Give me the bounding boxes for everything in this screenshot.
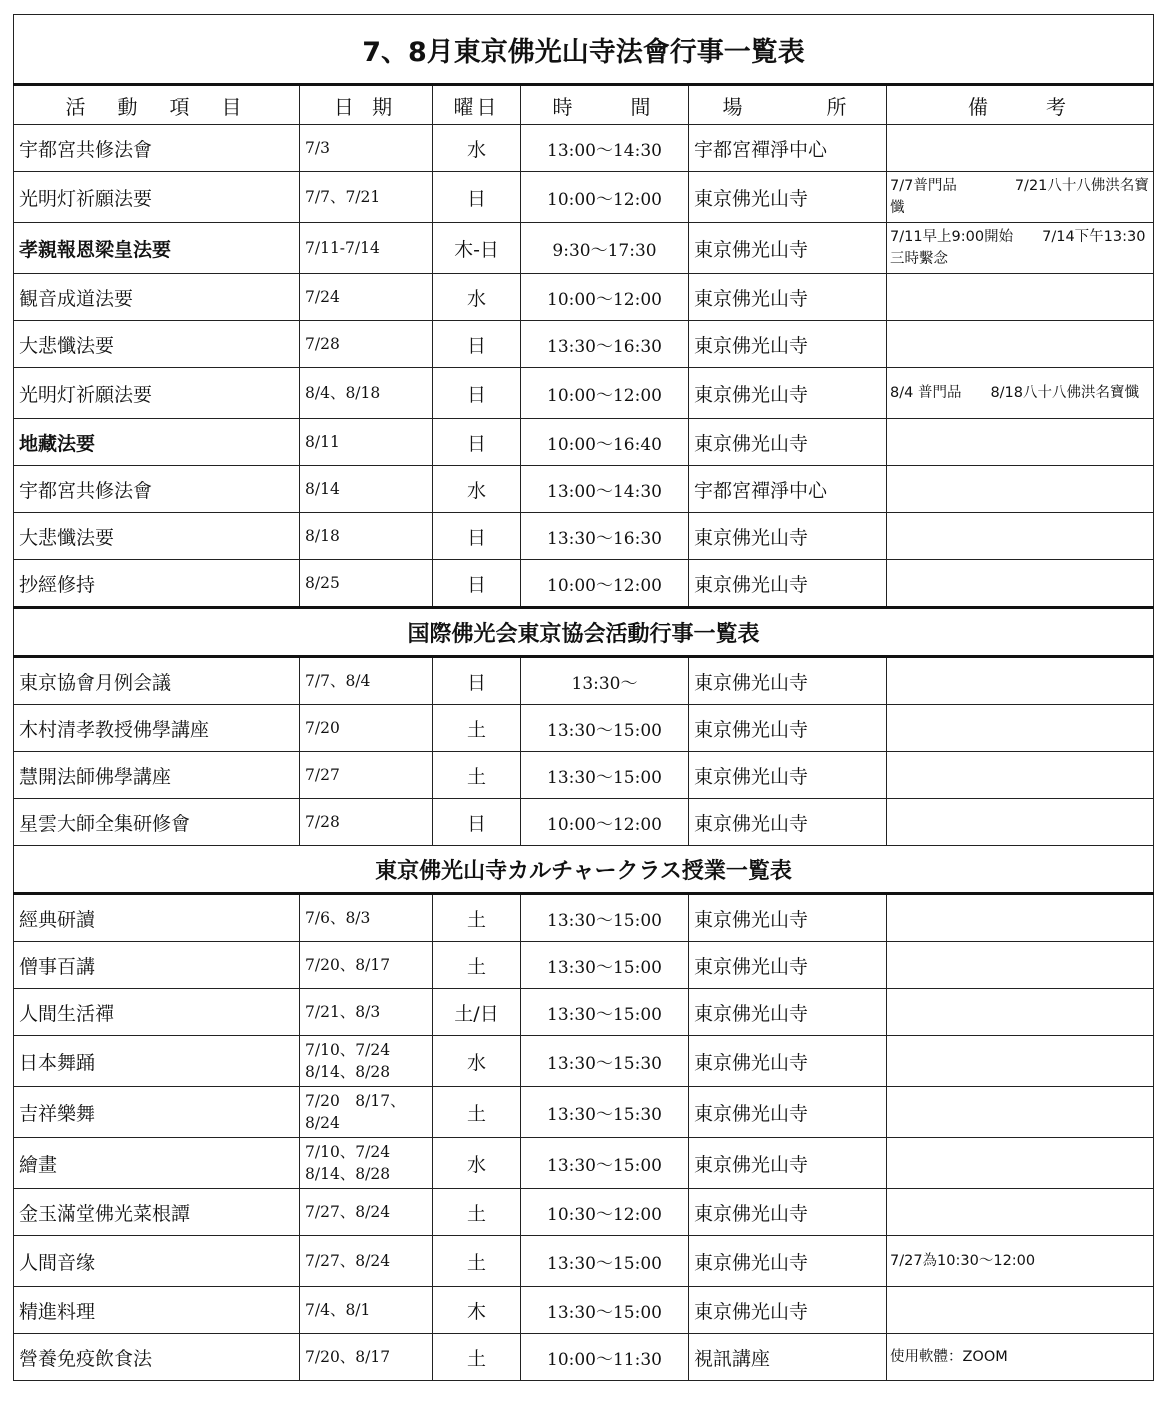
activity-weekday: 木-日 — [433, 223, 521, 274]
activity-name: 孝親報恩梁皇法要 — [14, 223, 300, 274]
activity-note — [887, 799, 1154, 846]
activity-place: 東京佛光山寺 — [689, 560, 887, 608]
activity-time: 13:30～15:00 — [521, 705, 689, 752]
activity-time: 9:30～17:30 — [521, 223, 689, 274]
activity-weekday: 水 — [433, 466, 521, 513]
header-date: 日 期 — [300, 85, 433, 125]
activity-note — [887, 894, 1154, 942]
activity-name: 東京協會月例会議 — [14, 657, 300, 705]
activity-note: 7/27為10:30～12:00 — [887, 1236, 1154, 1287]
activity-name: 經典研讀 — [14, 894, 300, 942]
activity-date: 7/7、7/21 — [300, 172, 433, 223]
activity-place: 東京佛光山寺 — [689, 274, 887, 321]
activity-note — [887, 321, 1154, 368]
header-place: 場 所 — [689, 85, 887, 125]
activity-date: 7/7、8/4 — [300, 657, 433, 705]
activity-note — [887, 1138, 1154, 1189]
activity-time: 10:00～12:00 — [521, 368, 689, 419]
activity-note — [887, 752, 1154, 799]
activity-date: 7/20、8/17 — [300, 942, 433, 989]
activity-note — [887, 989, 1154, 1036]
table-row — [14, 894, 1154, 942]
activity-place: 宇都宮禪淨中心 — [689, 466, 887, 513]
activity-weekday: 土 — [433, 705, 521, 752]
table-row — [14, 1189, 1154, 1236]
activity-time: 13:30～16:30 — [521, 513, 689, 560]
activity-note: 8/4 普門品 8/18八十八佛洪名寶懺 — [887, 368, 1154, 419]
activity-time: 13:00～14:30 — [521, 125, 689, 172]
activity-note — [887, 1036, 1154, 1087]
activity-weekday: 土/日 — [433, 989, 521, 1036]
activity-date: 7/11-7/14 — [300, 223, 433, 274]
activity-note — [887, 274, 1154, 321]
activity-date: 7/4、8/1 — [300, 1287, 433, 1334]
activity-name: 日本舞踊 — [14, 1036, 300, 1087]
activity-date: 7/28 — [300, 321, 433, 368]
activity-date: 7/27、8/24 — [300, 1236, 433, 1287]
activity-note: 使用軟體：ZOOM — [887, 1334, 1154, 1381]
activity-weekday: 水 — [433, 125, 521, 172]
activity-place: 東京佛光山寺 — [689, 752, 887, 799]
activity-weekday: 水 — [433, 274, 521, 321]
activity-name: 大悲懺法要 — [14, 321, 300, 368]
activity-weekday: 土 — [433, 1087, 521, 1138]
table-row — [14, 513, 1154, 560]
activity-date: 8/4、8/18 — [300, 368, 433, 419]
activity-name: 光明灯祈願法要 — [14, 172, 300, 223]
table-row — [14, 274, 1154, 321]
activity-place: 東京佛光山寺 — [689, 419, 887, 466]
activity-name: 星雲大師全集研修會 — [14, 799, 300, 846]
activity-weekday: 日 — [433, 419, 521, 466]
table-row — [14, 368, 1154, 419]
activity-weekday: 日 — [433, 321, 521, 368]
activity-name: 大悲懺法要 — [14, 513, 300, 560]
table-row — [14, 1334, 1154, 1381]
table-row — [14, 1138, 1154, 1189]
activity-note: 7/11早上9:00開始 7/14下午13:30三時繫念 — [887, 223, 1154, 274]
activity-note — [887, 1087, 1154, 1138]
table-row — [14, 125, 1154, 172]
activity-place: 東京佛光山寺 — [689, 1236, 887, 1287]
activity-note — [887, 1189, 1154, 1236]
activity-weekday: 土 — [433, 1189, 521, 1236]
activity-time: 13:30～15:00 — [521, 1236, 689, 1287]
activity-note: 7/7普門品 7/21八十八佛洪名寶懺 — [887, 172, 1154, 223]
activity-name: 光明灯祈願法要 — [14, 368, 300, 419]
header-row — [14, 85, 1154, 125]
activity-place: 東京佛光山寺 — [689, 1036, 887, 1087]
activity-place: 東京佛光山寺 — [689, 321, 887, 368]
activity-name: 繪畫 — [14, 1138, 300, 1189]
activity-weekday: 土 — [433, 752, 521, 799]
table-row — [14, 1236, 1154, 1287]
table-row — [14, 560, 1154, 608]
table-row — [14, 172, 1154, 223]
section-heading: 国際佛光会東京協会活動行事一覧表 — [14, 608, 1154, 657]
header-activity: 活 動 項 目 — [14, 85, 300, 125]
activity-time: 13:30～15:30 — [521, 1036, 689, 1087]
activity-name: 抄經修持 — [14, 560, 300, 608]
schedule-table — [13, 14, 1154, 1381]
activity-time: 13:30～15:00 — [521, 752, 689, 799]
activity-date: 7/20、8/17 — [300, 1334, 433, 1381]
activity-note — [887, 513, 1154, 560]
activity-note — [887, 657, 1154, 705]
activity-time: 10:30～12:00 — [521, 1189, 689, 1236]
activity-place: 東京佛光山寺 — [689, 1189, 887, 1236]
activity-date: 7/20 8/17、8/24 — [300, 1087, 433, 1138]
activity-name: 人間音缘 — [14, 1236, 300, 1287]
activity-date: 8/11 — [300, 419, 433, 466]
activity-name: 人間生活禪 — [14, 989, 300, 1036]
activity-place: 東京佛光山寺 — [689, 942, 887, 989]
activity-date: 7/24 — [300, 274, 433, 321]
activity-place: 東京佛光山寺 — [689, 799, 887, 846]
activity-note — [887, 466, 1154, 513]
activity-time: 10:00～16:40 — [521, 419, 689, 466]
activity-date: 7/27、8/24 — [300, 1189, 433, 1236]
activity-name: 木村清孝教授佛學講座 — [14, 705, 300, 752]
activity-note — [887, 125, 1154, 172]
activity-name: 精進料理 — [14, 1287, 300, 1334]
activity-place: 視訊講座 — [689, 1334, 887, 1381]
activity-name: 地藏法要 — [14, 419, 300, 466]
activity-time: 13:30～15:00 — [521, 989, 689, 1036]
table-row — [14, 705, 1154, 752]
activity-note — [887, 560, 1154, 608]
activity-note — [887, 705, 1154, 752]
activity-date: 7/3 — [300, 125, 433, 172]
header-time: 時 間 — [521, 85, 689, 125]
activity-time: 10:00～12:00 — [521, 560, 689, 608]
activity-place: 東京佛光山寺 — [689, 894, 887, 942]
activity-time: 13:30～15:00 — [521, 1287, 689, 1334]
activity-weekday: 土 — [433, 1334, 521, 1381]
activity-place: 東京佛光山寺 — [689, 705, 887, 752]
activity-time: 10:00～12:00 — [521, 799, 689, 846]
activity-name: 宇都宮共修法會 — [14, 125, 300, 172]
activity-date: 7/21、8/3 — [300, 989, 433, 1036]
activity-weekday: 日 — [433, 513, 521, 560]
table-row — [14, 989, 1154, 1036]
activity-date: 8/14 — [300, 466, 433, 513]
table-row — [14, 466, 1154, 513]
section-heading-row — [14, 608, 1154, 657]
activity-name: 慧開法師佛學講座 — [14, 752, 300, 799]
section-heading: 東京佛光山寺カルチャークラス授業一覧表 — [14, 846, 1154, 894]
activity-time: 13:30～15:00 — [521, 894, 689, 942]
activity-time: 13:00～14:30 — [521, 466, 689, 513]
activity-weekday: 土 — [433, 942, 521, 989]
activity-time: 13:30～16:30 — [521, 321, 689, 368]
activity-date: 8/18 — [300, 513, 433, 560]
activity-place: 東京佛光山寺 — [689, 513, 887, 560]
activity-place: 東京佛光山寺 — [689, 1287, 887, 1334]
section-heading-row — [14, 846, 1154, 894]
activity-time: 13:30～15:30 — [521, 1087, 689, 1138]
activity-weekday: 水 — [433, 1036, 521, 1087]
activity-time: 10:00～11:30 — [521, 1334, 689, 1381]
activity-date: 7/10、7/24 8/14、8/28 — [300, 1138, 433, 1189]
activity-place: 東京佛光山寺 — [689, 368, 887, 419]
activity-place: 東京佛光山寺 — [689, 172, 887, 223]
table-row — [14, 419, 1154, 466]
activity-weekday: 日 — [433, 799, 521, 846]
activity-date: 7/27 — [300, 752, 433, 799]
activity-place: 東京佛光山寺 — [689, 1087, 887, 1138]
activity-date: 7/10、7/24 8/14、8/28 — [300, 1036, 433, 1087]
table-row — [14, 1287, 1154, 1334]
activity-weekday: 土 — [433, 1236, 521, 1287]
table-row — [14, 657, 1154, 705]
table-row — [14, 799, 1154, 846]
activity-time: 10:00～12:00 — [521, 274, 689, 321]
activity-weekday: 日 — [433, 368, 521, 419]
table-row — [14, 223, 1154, 274]
activity-weekday: 日 — [433, 657, 521, 705]
activity-date: 7/20 — [300, 705, 433, 752]
activity-name: 観音成道法要 — [14, 274, 300, 321]
activity-place: 宇都宮禪淨中心 — [689, 125, 887, 172]
activity-weekday: 木 — [433, 1287, 521, 1334]
activity-time: 10:00～12:00 — [521, 172, 689, 223]
activity-date: 8/25 — [300, 560, 433, 608]
activity-name: 吉祥樂舞 — [14, 1087, 300, 1138]
activity-place: 東京佛光山寺 — [689, 989, 887, 1036]
activity-name: 宇都宮共修法會 — [14, 466, 300, 513]
activity-place: 東京佛光山寺 — [689, 1138, 887, 1189]
activity-name: 營養免疫飲食法 — [14, 1334, 300, 1381]
activity-place: 東京佛光山寺 — [689, 223, 887, 274]
schedule-sheet — [13, 14, 1153, 1381]
activity-time: 13:30～15:00 — [521, 942, 689, 989]
activity-note — [887, 942, 1154, 989]
activity-note — [887, 1287, 1154, 1334]
header-note: 備 考 — [887, 85, 1154, 125]
table-row — [14, 942, 1154, 989]
activity-weekday: 水 — [433, 1138, 521, 1189]
page-title: 7、8月東京佛光山寺法會行事一覧表 — [14, 15, 1154, 85]
activity-date: 7/28 — [300, 799, 433, 846]
activity-name: 金玉滿堂佛光菜根譚 — [14, 1189, 300, 1236]
schedule-body — [14, 15, 1154, 1381]
activity-date: 7/6、8/3 — [300, 894, 433, 942]
activity-time: 13:30～15:00 — [521, 1138, 689, 1189]
activity-note — [887, 419, 1154, 466]
activity-name: 僧事百講 — [14, 942, 300, 989]
table-row — [14, 1087, 1154, 1138]
activity-weekday: 日 — [433, 172, 521, 223]
activity-weekday: 日 — [433, 560, 521, 608]
activity-place: 東京佛光山寺 — [689, 657, 887, 705]
header-weekday: 曜日 — [433, 85, 521, 125]
table-row — [14, 752, 1154, 799]
table-row — [14, 1036, 1154, 1087]
table-row — [14, 321, 1154, 368]
activity-time: 13:30～ — [521, 657, 689, 705]
activity-weekday: 土 — [433, 894, 521, 942]
